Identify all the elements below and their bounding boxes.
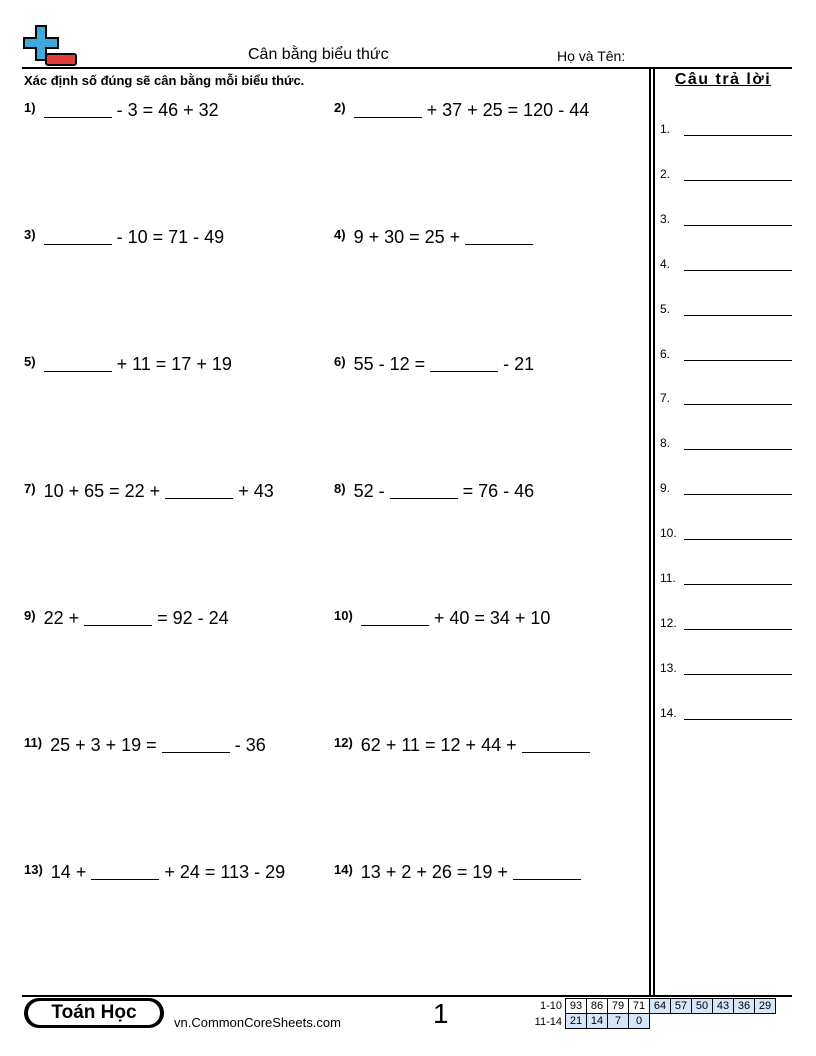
answer-key-labels <box>528 998 562 1030</box>
instructions: Xác định số đúng sẽ cân bằng mỗi biểu thức. <box>24 73 305 88</box>
problem <box>24 227 224 248</box>
key-cell: 14 <box>587 1014 608 1029</box>
expression-right: - 21 <box>503 354 535 374</box>
answer-number: 2. <box>660 166 671 181</box>
problem <box>334 735 590 756</box>
problem-number: 6) <box>334 354 346 369</box>
answer-blank[interactable] <box>684 270 792 271</box>
expression-left: 14 + <box>50 862 87 882</box>
expression-right: + 43 <box>238 481 274 501</box>
answer-number: 14. <box>660 705 677 720</box>
problem-number: 2) <box>334 100 346 115</box>
key-cell: 43 <box>713 999 734 1014</box>
answer-blank[interactable] <box>684 360 792 361</box>
expression-right: - 36 <box>234 735 266 755</box>
answer-blank[interactable] <box>684 674 792 675</box>
answer-number: 9. <box>660 481 671 496</box>
problem <box>334 227 533 248</box>
key-cell: 29 <box>755 999 776 1014</box>
problem-number: 4) <box>334 227 346 242</box>
answer-number: 4. <box>660 256 671 271</box>
answer-number: 3. <box>660 211 671 226</box>
answer-blank[interactable] <box>684 225 792 226</box>
problem <box>24 608 229 629</box>
bottom-rule <box>22 995 792 997</box>
expression-left: 13 + 2 + 26 = 19 + <box>360 862 508 882</box>
answer-blank[interactable] <box>44 101 112 118</box>
answer-number: 1. <box>660 122 671 136</box>
answer-blank[interactable] <box>44 228 112 245</box>
answer-blank[interactable] <box>513 863 581 880</box>
expression-right: + 11 = 17 + 19 <box>116 354 232 374</box>
name-label: Họ và Tên: <box>557 48 626 64</box>
problem <box>334 862 581 883</box>
expression-left: 22 + <box>43 608 80 628</box>
problem-number: 13) <box>24 862 43 877</box>
brand-label: Toán Học <box>28 1001 160 1025</box>
problem-number: 3) <box>24 227 36 242</box>
answer-blank[interactable] <box>684 494 792 495</box>
answer-blank[interactable] <box>684 404 792 405</box>
expression-right: + 40 = 34 + 10 <box>433 608 551 628</box>
problem <box>334 481 534 502</box>
answer-blank[interactable] <box>684 180 792 181</box>
answer-blank[interactable] <box>91 863 159 880</box>
answer-row <box>660 253 792 273</box>
worksheet-title: Cân bằng biểu thức <box>248 46 389 63</box>
problem-number: 10) <box>334 608 353 623</box>
answer-row <box>660 387 792 407</box>
answer-blank[interactable] <box>684 719 792 720</box>
answer-row <box>660 567 792 587</box>
answer-blank[interactable] <box>465 228 533 245</box>
problem <box>24 354 232 375</box>
key-row2-label: 11-14 <box>534 1016 562 1028</box>
answer-blank[interactable] <box>162 736 230 753</box>
answer-blank[interactable] <box>354 101 422 118</box>
problem <box>24 481 274 502</box>
problem-number: 11) <box>24 735 43 750</box>
key-cell: 21 <box>566 1014 587 1029</box>
problem <box>24 100 219 121</box>
problem-number: 9) <box>24 608 36 623</box>
expression-right: + 24 = 113 - 29 <box>164 862 286 882</box>
answer-blank[interactable] <box>165 482 233 499</box>
problem <box>334 608 550 629</box>
problem-number: 12) <box>334 735 353 750</box>
expression-right: = 92 - 24 <box>157 608 229 628</box>
column-divider <box>653 67 655 995</box>
plus-minus-logo-icon <box>22 24 80 68</box>
key-cell: 0 <box>629 1014 650 1029</box>
answer-row <box>660 298 792 318</box>
answer-row <box>660 657 792 677</box>
expression-left: 62 + 11 = 12 + 44 + <box>360 735 517 755</box>
problem <box>24 735 266 756</box>
answer-number: 6. <box>660 346 671 361</box>
answer-number: 12. <box>660 615 677 630</box>
answer-row <box>660 118 792 138</box>
expression-left: 10 + 65 = 22 + <box>43 481 161 501</box>
key-cell: 57 <box>671 999 692 1014</box>
answer-row <box>660 477 792 497</box>
answer-blank[interactable] <box>361 609 429 626</box>
answer-row <box>660 343 792 363</box>
answer-blank[interactable] <box>84 609 152 626</box>
answer-row <box>660 432 792 452</box>
expression-right: + 37 + 25 = 120 - 44 <box>426 100 590 120</box>
answer-blank[interactable] <box>44 355 112 372</box>
key-cell: 86 <box>587 999 608 1014</box>
problem-number: 5) <box>24 354 36 369</box>
key-cell: 50 <box>692 999 713 1014</box>
answer-blank[interactable] <box>684 135 792 136</box>
top-rule <box>22 67 792 69</box>
expression-left: 9 + 30 = 25 + <box>353 227 461 247</box>
key-row <box>566 999 776 1014</box>
problem <box>334 354 534 375</box>
expression-left: 52 - <box>353 481 385 501</box>
problem-number: 14) <box>334 862 353 877</box>
key-row <box>566 1014 776 1029</box>
key-cell: 93 <box>566 999 587 1014</box>
key-cell: 7 <box>608 1014 629 1029</box>
answer-blank[interactable] <box>684 584 792 585</box>
column-divider <box>649 67 651 995</box>
key-cell: 79 <box>608 999 629 1014</box>
problem-number: 8) <box>334 481 346 496</box>
answer-row <box>660 522 792 542</box>
site-url: vn.CommonCoreSheets.com <box>174 1015 341 1030</box>
expression-left: 25 + 3 + 19 = <box>50 735 157 755</box>
answer-number: 7. <box>660 391 671 406</box>
problem-number: 1) <box>24 100 36 115</box>
problem <box>334 100 589 121</box>
key-row1-label: 1-10 <box>539 1000 562 1012</box>
expression-right: - 10 = 71 - 49 <box>116 227 225 247</box>
problem-number: 7) <box>24 481 36 496</box>
problem <box>24 862 285 883</box>
answer-row <box>660 612 792 632</box>
answer-blank[interactable] <box>684 629 792 630</box>
answer-key-table <box>565 998 776 1029</box>
answer-number: 10. <box>660 526 677 541</box>
expression-right: = 76 - 46 <box>462 481 535 501</box>
answer-blank[interactable] <box>684 449 792 450</box>
answer-blank[interactable] <box>390 482 458 499</box>
answers-title: Câu trả lời <box>674 71 772 88</box>
page-number: 1 <box>433 998 449 1029</box>
answer-blank[interactable] <box>684 539 792 540</box>
brand-badge <box>24 998 164 1028</box>
key-cell: 36 <box>734 999 755 1014</box>
answer-row <box>660 163 792 183</box>
answer-number: 5. <box>660 301 671 316</box>
expression-right: - 3 = 46 + 32 <box>116 100 219 120</box>
answer-blank[interactable] <box>522 736 590 753</box>
answer-row <box>660 208 792 228</box>
answer-number: 8. <box>660 436 671 451</box>
expression-left: 55 - 12 = <box>353 354 426 374</box>
answer-row <box>660 702 792 722</box>
answer-blank[interactable] <box>684 315 792 316</box>
answer-blank[interactable] <box>430 355 498 372</box>
answer-number: 13. <box>660 660 677 675</box>
answer-number: 11. <box>660 571 676 585</box>
key-cell: 71 <box>629 999 650 1014</box>
key-cell: 64 <box>650 999 671 1014</box>
